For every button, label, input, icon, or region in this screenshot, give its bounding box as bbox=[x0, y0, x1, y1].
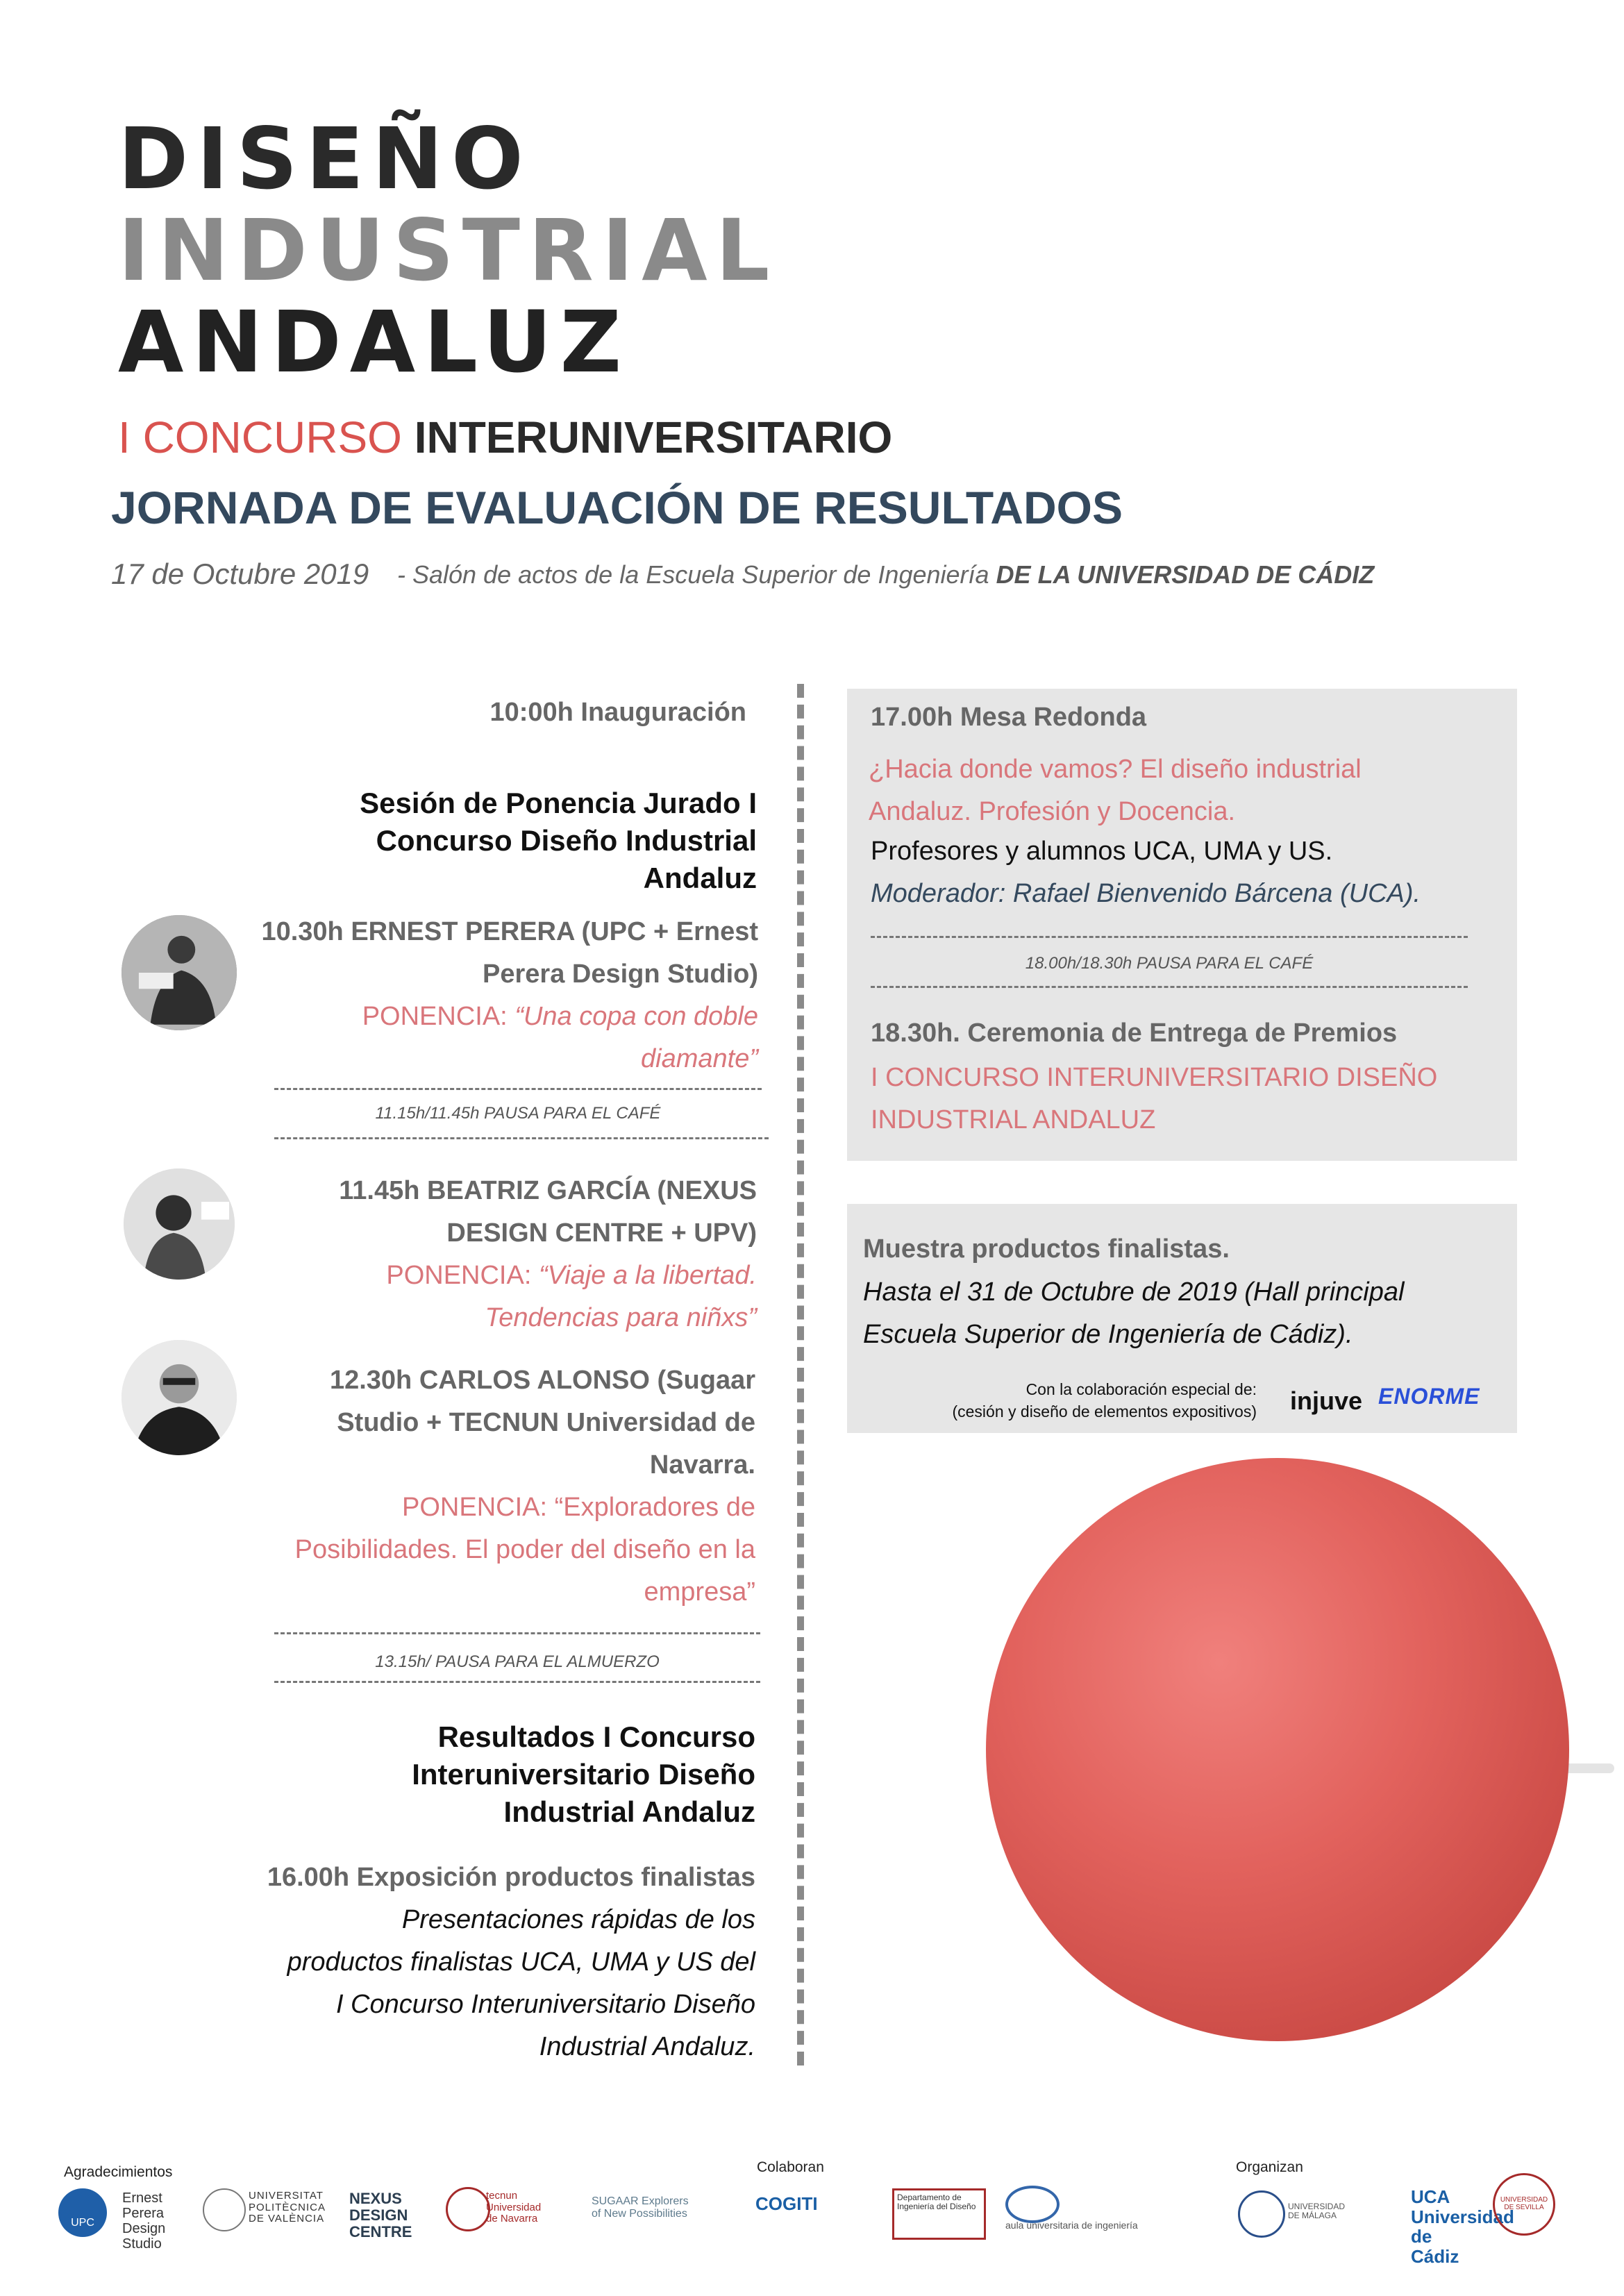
aula-logo: aula universitaria de ingeniería bbox=[1005, 2220, 1138, 2231]
break3-divider-top bbox=[871, 936, 1468, 938]
talk2-speaker-line: DESIGN CENTRE + UPV) bbox=[446, 1218, 757, 1248]
break3-text: 18.00h/18.30h PAUSA PARA EL CAFÉ bbox=[1025, 954, 1314, 973]
talk3-ponencia-line: PONENCIA: “Exploradores de bbox=[402, 1493, 755, 1522]
mesa-participants: Profesores y alumnos UCA, UMA y US. bbox=[871, 837, 1333, 866]
upc-logo bbox=[58, 2188, 107, 2237]
uca-logo: UCA Universidad de Cádiz bbox=[1411, 2186, 1514, 2267]
event-venue bbox=[397, 562, 1374, 587]
tecnun-seal-icon bbox=[446, 2187, 490, 2231]
results-title-line: Industrial Andaluz bbox=[503, 1795, 755, 1828]
session-title-line: Sesión de Ponencia Jurado I bbox=[360, 787, 757, 819]
venue-text: - Salón de actos de la Escuela Superior de Ingeniería bbox=[397, 560, 989, 589]
enorme-logo: ENORME bbox=[1378, 1384, 1480, 1409]
talk2-speaker bbox=[208, 1170, 757, 1255]
nexus-logo: NEXUS DESIGN CENTRE bbox=[349, 2190, 412, 2241]
talk1-ponencia-line bbox=[208, 996, 758, 1038]
ceremony-text-line: I CONCURSO INTERUNIVERSITARIO DISEÑO bbox=[871, 1063, 1438, 1092]
ceremony-text bbox=[871, 1057, 1437, 1141]
logo-line-diseno: DISEÑO bbox=[118, 110, 532, 208]
talk2-speaker-line: 11.45h BEATRIZ GARCÍA (NEXUS bbox=[339, 1176, 757, 1205]
colaboran-label: Colaboran bbox=[757, 2159, 824, 2175]
mesa-question-line: Andaluz. Profesión y Docencia. bbox=[869, 797, 1236, 826]
expo-text-line: Industrial Andaluz. bbox=[539, 2032, 755, 2061]
expo-title: 16.00h Exposición productos finalistas bbox=[267, 1863, 755, 1892]
agradecimientos-label: Agradecimientos bbox=[64, 2164, 173, 2180]
mesa-moderator: Moderador: Rafael Bienvenido Bárcena (UCA). bbox=[871, 879, 1421, 908]
talk1-ponencia bbox=[208, 996, 758, 1080]
talk3-speaker-line: Navarra. bbox=[649, 1450, 755, 1480]
talk1-ponencia-line: diamante” bbox=[641, 1044, 758, 1073]
expo-text-line: Presentaciones rápidas de los bbox=[401, 1905, 755, 1934]
sugaar-logo: SUGAAR Explorers of New Possibilities bbox=[592, 2195, 689, 2220]
session-title-line: Andaluz bbox=[643, 862, 757, 894]
ceremony-text-line: INDUSTRIAL ANDALUZ bbox=[871, 1105, 1156, 1134]
column-divider bbox=[797, 684, 804, 2065]
break1-text: 11.15h/11.45h PAUSA PARA EL CAFÉ bbox=[375, 1104, 661, 1123]
break2-text: 13.15h/ PAUSA PARA EL ALMUERZO bbox=[375, 1652, 660, 1671]
talk3-ponencia-line: empresa” bbox=[644, 1577, 755, 1607]
ponencia-label: PONENCIA: bbox=[362, 1002, 508, 1031]
ponencia-title: “Viaje a la libertad. bbox=[538, 1261, 757, 1290]
expo-text-line: I Concurso Interuniversitario Diseño bbox=[335, 1990, 755, 2019]
cogiti-logo: COGITI bbox=[755, 2193, 818, 2214]
session-title bbox=[278, 785, 757, 897]
results-title bbox=[278, 1718, 755, 1831]
inauguracion: 10:00h Inauguración bbox=[489, 698, 746, 727]
event-date: 17 de Octubre 2019 bbox=[111, 558, 369, 590]
talk1-speaker bbox=[208, 911, 758, 996]
organizan-label: Organizan bbox=[1236, 2159, 1303, 2175]
talk3-speaker-line: 12.30h CARLOS ALONSO (Sugaar bbox=[329, 1366, 755, 1395]
page-title: JORNADA DE EVALUACIÓN DE RESULTADOS bbox=[111, 482, 1123, 533]
logo-line-andaluz: ANDALUZ bbox=[118, 293, 630, 392]
talk3-speaker-line: Studio + TECNUN Universidad de bbox=[337, 1408, 755, 1437]
upc-logo-text: UPC bbox=[71, 2217, 94, 2229]
muestra-text-line: Hasta el 31 de Octubre de 2019 (Hall principal bbox=[863, 1277, 1405, 1307]
logo-line-industrial: INDUSTRIAL bbox=[118, 201, 778, 300]
smart-speaker-image bbox=[986, 1458, 1569, 2041]
mesa-title: 17.00h Mesa Redonda bbox=[871, 703, 1147, 732]
concurso-dark-text: INTERUNIVERSITARIO bbox=[414, 412, 893, 462]
talk2-ponencia-line: Tendencias para niñxs” bbox=[485, 1303, 757, 1332]
concurso-red-text: I CONCURSO bbox=[118, 412, 402, 462]
break2-divider-top bbox=[274, 1632, 760, 1634]
talk3-ponencia bbox=[208, 1486, 755, 1614]
session-title-line: Concurso Diseño Industrial bbox=[376, 824, 757, 857]
colab-text bbox=[903, 1378, 1257, 1423]
break1-divider-top bbox=[274, 1088, 762, 1090]
muestra-title: Muestra productos finalistas. bbox=[863, 1234, 1230, 1264]
talk1-speaker-line: 10.30h ERNEST PERERA (UPC + Ernest bbox=[261, 917, 758, 946]
aula-symbol-icon bbox=[1005, 2186, 1060, 2223]
uma-logo: UNIVERSIDAD DE MÁLAGA bbox=[1288, 2202, 1346, 2221]
ceremony-title: 18.30h. Ceremonia de Entrega de Premios bbox=[871, 1019, 1398, 1048]
uma-seal-icon bbox=[1238, 2190, 1285, 2238]
concurso-heading bbox=[118, 412, 893, 462]
expo-text bbox=[208, 1899, 755, 2068]
talk1-speaker-line: Perera Design Studio) bbox=[483, 960, 758, 989]
departamento-logo: Departamento de Ingeniería del Diseño bbox=[892, 2188, 986, 2240]
talk2-ponencia-line bbox=[208, 1255, 757, 1297]
break1-divider-bottom bbox=[274, 1137, 769, 1139]
ponencia-title: “Una copa con doble bbox=[514, 1002, 758, 1031]
break2-divider-bottom bbox=[274, 1681, 760, 1683]
muestra-text-line: Escuela Superior de Ingeniería de Cádiz). bbox=[863, 1320, 1353, 1349]
injuve-logo: injuve bbox=[1290, 1386, 1363, 1415]
results-title-line: Resultados I Concurso bbox=[437, 1720, 755, 1753]
mesa-question-line: ¿Hacia donde vamos? El diseño industrial bbox=[869, 755, 1362, 784]
ernest-perera-logo: Ernest Perera Design Studio bbox=[122, 2190, 166, 2252]
upv-seal-icon bbox=[203, 2188, 246, 2231]
talk3-ponencia-line: Posibilidades. El poder del diseño en la bbox=[294, 1535, 755, 1564]
expo-text-line: productos finalistas UCA, UMA y US del bbox=[287, 1947, 755, 1977]
colab-text-line: (cesión y diseño de elementos expositivos) bbox=[952, 1402, 1257, 1421]
talk3-speaker bbox=[208, 1359, 755, 1486]
talk2-ponencia bbox=[208, 1255, 757, 1339]
break3-divider-bottom bbox=[871, 986, 1468, 988]
results-title-line: Interuniversitario Diseño bbox=[412, 1758, 755, 1791]
mesa-question bbox=[869, 748, 1362, 833]
tecnun-logo: tecnun Universidad de Navarra bbox=[486, 2190, 542, 2224]
colab-text-line: Con la colaboración especial de: bbox=[1026, 1380, 1257, 1398]
upv-logo: UNIVERSITAT POLITÈCNICA DE VALÈNCIA bbox=[249, 2190, 326, 2224]
venue-bold-text: DE LA UNIVERSIDAD DE CÁDIZ bbox=[996, 560, 1375, 589]
ponencia-label: PONENCIA: bbox=[386, 1261, 532, 1290]
muestra-text bbox=[863, 1271, 1404, 1356]
us-seal-logo: UNIVERSIDAD DE SEVILLA bbox=[1493, 2173, 1555, 2236]
